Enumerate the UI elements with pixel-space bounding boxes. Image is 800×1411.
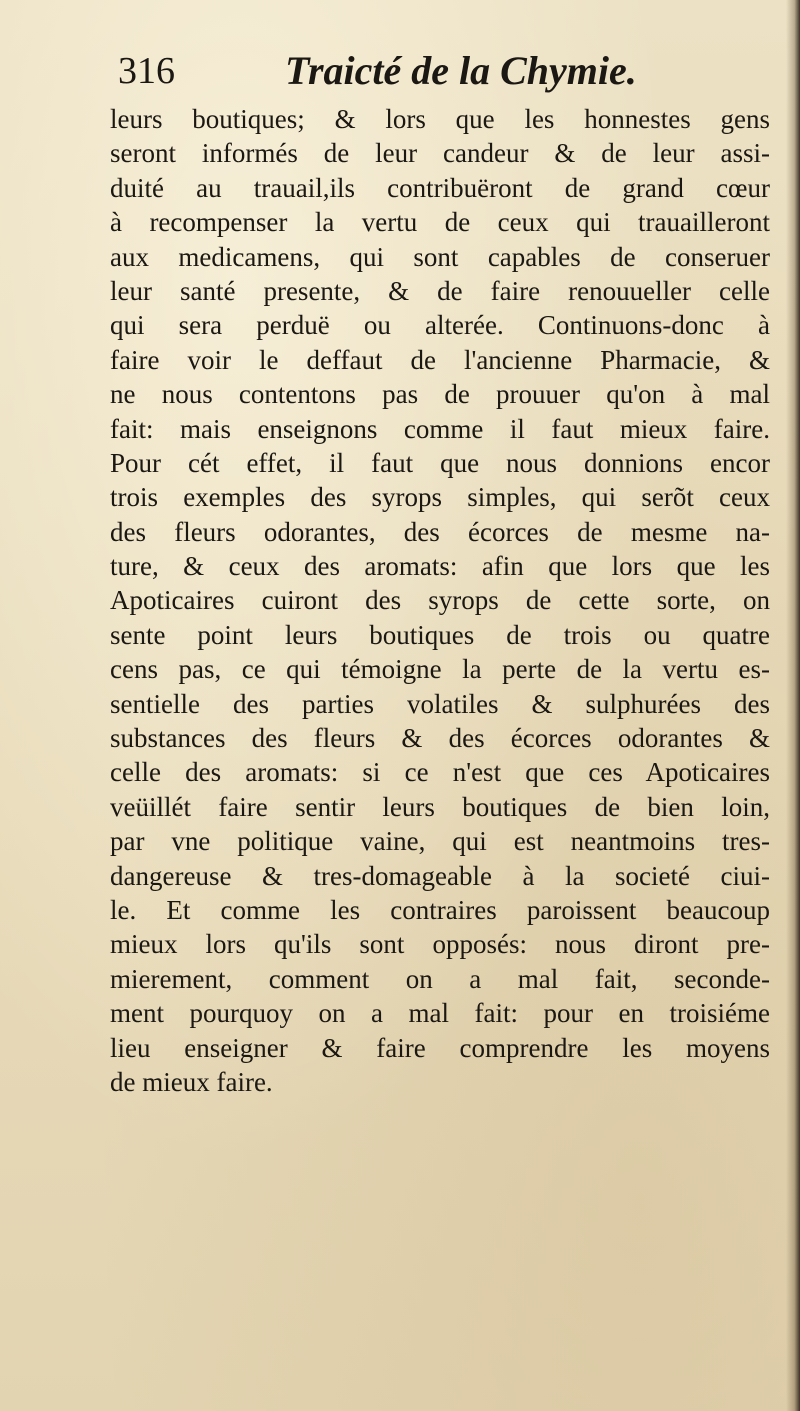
text-line: ne nous contentons pas de prouuer qu'on à mal: [110, 379, 770, 410]
text-line: sentielle des parties volatiles & sulphurées des: [110, 688, 770, 719]
text-line: seront informés de leur candeur & de leur assi-: [110, 138, 770, 169]
text-line: leurs boutiques; & lors que les honnestes gens: [110, 104, 770, 134]
text-line: de mieux faire.: [110, 1066, 273, 1097]
text-line: des fleurs odorantes, des écorces de mesme na-: [110, 516, 770, 547]
text-line: mierement, comment on a mal fait, seconde-: [110, 963, 770, 994]
page-number: 316: [118, 50, 175, 92]
text-line: celle des aromats: si ce n'est que ces Apoticaires: [110, 757, 770, 788]
page-edge-shadow: [786, 0, 800, 1411]
text-line: veüillét faire sentir leurs boutiques de bien loin,: [110, 791, 770, 822]
text-line: sente point leurs boutiques de trois ou quatre: [110, 619, 770, 650]
text-line: substances des fleurs & des écorces odorantes &: [110, 723, 770, 754]
text-line: trois exemples des syrops simples, qui serõt ceux: [110, 482, 770, 513]
text-line: fait: mais enseignons comme il faut mieux faire.: [110, 413, 770, 444]
text-line: leur santé presente, & de faire renouueller celle: [110, 275, 770, 306]
text-line: cens pas, ce qui témoigne la perte de la vertu es-: [110, 654, 770, 685]
text-line: Apoticaires cuiront des syrops de cette sorte, on: [110, 585, 770, 616]
text-line: Pour cét effet, il faut que nous donnions encor: [110, 447, 770, 478]
text-line: faire voir le deffaut de l'ancienne Pharmacie, &: [110, 344, 770, 375]
text-line: mieux lors qu'ils sont opposés: nous diront pre-: [110, 929, 770, 960]
text-line: qui sera perduë ou alterée. Continuons-donc à: [110, 310, 770, 341]
text-line: dangereuse & tres-domageable à la societé ciui-: [110, 860, 770, 891]
text-line: lieu enseigner & faire comprendre les moyens: [110, 1032, 770, 1063]
text-line: ture, & ceux des aromats: afin que lors que les: [110, 551, 770, 582]
text-line: aux medicamens, qui sont capables de conseruer: [110, 241, 770, 272]
text-line: à recompenser la vertu de ceux qui trauailleront: [110, 207, 770, 238]
text-line: duité au trauail,ils contribuëront de grand cœur: [110, 172, 770, 203]
running-title: Traicté de la Chymie.: [285, 48, 637, 93]
body-text: [110, 102, 770, 1099]
text-line: le. Et comme les contraires paroissent beaucoup: [110, 894, 770, 925]
text-line: ment pourquoy on a mal fait: pour en troisiéme: [110, 998, 770, 1029]
text-line: par vne politique vaine, qui est neantmoins tres-: [110, 826, 770, 857]
page-header: [110, 46, 750, 96]
